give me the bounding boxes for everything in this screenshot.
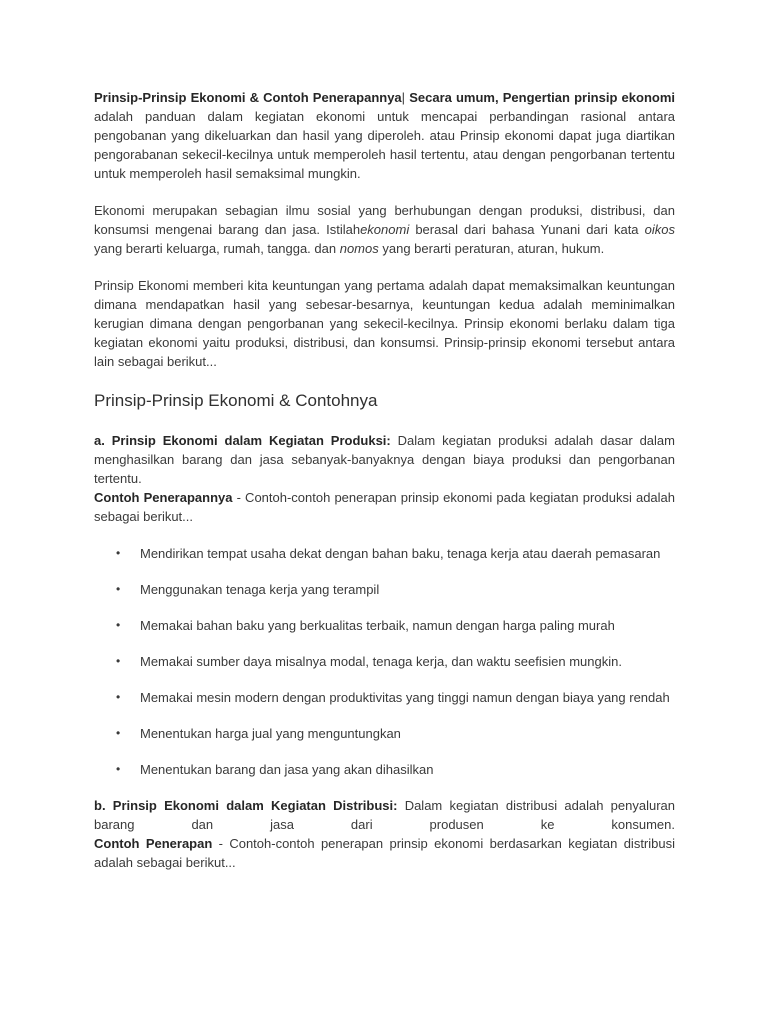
section-a-example-paragraph [94, 488, 675, 526]
section-a-paragraph [94, 431, 675, 488]
para2-text-3: yang berarti keluarga, rumah, tangga. dan [94, 241, 340, 256]
list-item [116, 652, 675, 671]
list-item [116, 760, 675, 779]
para2-text-4: yang berarti peraturan, aturan, hukum. [378, 241, 605, 256]
bullet-icon: • [116, 654, 121, 668]
production-examples-list [94, 544, 675, 779]
bullet-icon: • [116, 690, 121, 704]
section-b-paragraph [94, 796, 675, 834]
list-item-text: Menentukan barang dan jasa yang akan dihasilkan [140, 762, 434, 777]
section-heading: Prinsip-Prinsip Ekonomi & Contohnya [94, 391, 378, 410]
list-item-text: Mendirikan tempat usaha dekat dengan bahan baku, tenaga kerja atau daerah pemasaran [140, 546, 661, 561]
intro-lead: Secara umum, Pengertian prinsip ekonomi [405, 90, 676, 105]
title-separator: | [401, 90, 406, 105]
section-b-text: Dalam kegiatan distribusi adalah penyaluran barang dan jasa dari produsen ke konsumen. [94, 798, 676, 832]
section-b-example-text: - Contoh-contoh penerapan prinsip ekonomi berdasarkan kegiatan distribusi adalah sebagai berikut... [94, 836, 675, 870]
list-item-text: Memakai sumber daya misalnya modal, tenaga kerja, dan waktu seefisien mungkin. [140, 654, 622, 669]
list-item-text: Memakai bahan baku yang berkualitas terbaik, namun dengan harga paling murah [140, 618, 615, 633]
term-ekonomi: ekonomi [360, 222, 410, 237]
bullet-icon: • [116, 726, 121, 740]
bullet-icon: • [116, 546, 121, 560]
para3-text: Prinsip Ekonomi memberi kita keuntungan yang pertama adalah dapat memaksimalkan keuntungan dimana mendapatkan hasil yang sebesar-besarnya, keuntungan kedua adalah meminimalkan kerugian dimana dengan pengorbanan yang sekecil-kecilnya. Prinsip ekonomi berlaku dalam tiga kegiatan ekonomi yaitu produksi, distribusi, dan konsumsi. Prinsip-prinsip ekonomi tersebut antara lain sebagai berikut... [94, 278, 675, 369]
section-b-example-paragraph [94, 834, 675, 872]
section-b-example-label: Contoh Penerapan [94, 836, 213, 851]
list-item [116, 544, 675, 563]
bullet-icon: • [116, 582, 121, 596]
section-a-example-label: Contoh Penerapannya [94, 490, 233, 505]
section-a-label: a. Prinsip Ekonomi dalam Kegiatan Produksi: [94, 433, 391, 448]
section-b-label: b. Prinsip Ekonomi dalam Kegiatan Distribusi: [94, 798, 398, 813]
benefits-paragraph [94, 276, 675, 371]
term-nomos: nomos [339, 241, 379, 256]
section-a-example-text: - Contoh-contoh penerapan prinsip ekonomi pada kegiatan produksi adalah sebagai berikut... [94, 490, 676, 524]
term-oikos: oikos [644, 222, 675, 237]
section-a-text: Dalam kegiatan produksi adalah dasar dalam menghasilkan barang dan jasa sebanyak-banyaknya dengan biaya produksi dan pengorbanan tertentu. [94, 433, 675, 486]
para2-text-1: Ekonomi merupakan sebagian ilmu sosial yang berhubungan dengan produksi, distribusi, dan konsumsi mengenai barang dan jasa. Istilah [94, 203, 675, 237]
bullet-icon: • [116, 762, 121, 776]
list-item [116, 580, 675, 599]
list-item-text: Menentukan harga jual yang menguntungkan [140, 726, 401, 741]
intro-title: Prinsip-Prinsip Ekonomi & Contoh Penerapannya [94, 90, 402, 105]
list-item [116, 724, 675, 743]
economics-definition-paragraph [94, 201, 675, 258]
intro-paragraph [94, 88, 675, 183]
list-item [116, 688, 675, 707]
list-item [116, 616, 675, 635]
para2-text-2: berasal dari bahasa Yunani dari kata [409, 222, 645, 237]
list-item-text: Memakai mesin modern dengan produktivitas yang tinggi namun dengan biaya yang rendah [140, 690, 670, 705]
bullet-icon: • [116, 618, 121, 632]
list-item-text: Menggunakan tenaga kerja yang terampil [140, 582, 380, 597]
document-body [94, 88, 675, 872]
intro-text: adalah panduan dalam kegiatan ekonomi untuk mencapai perbandingan rasional antara pengobanan yang dikeluarkan dan hasil yang diperoleh. atau Prinsip ekonomi dapat juga diartikan pengorabanan sekecil-kecilnya untuk memperoleh hasil tertentu, atau dengan pengorbanan tertentu untuk memperoleh hasil semaksimal mungkin. [94, 109, 675, 181]
